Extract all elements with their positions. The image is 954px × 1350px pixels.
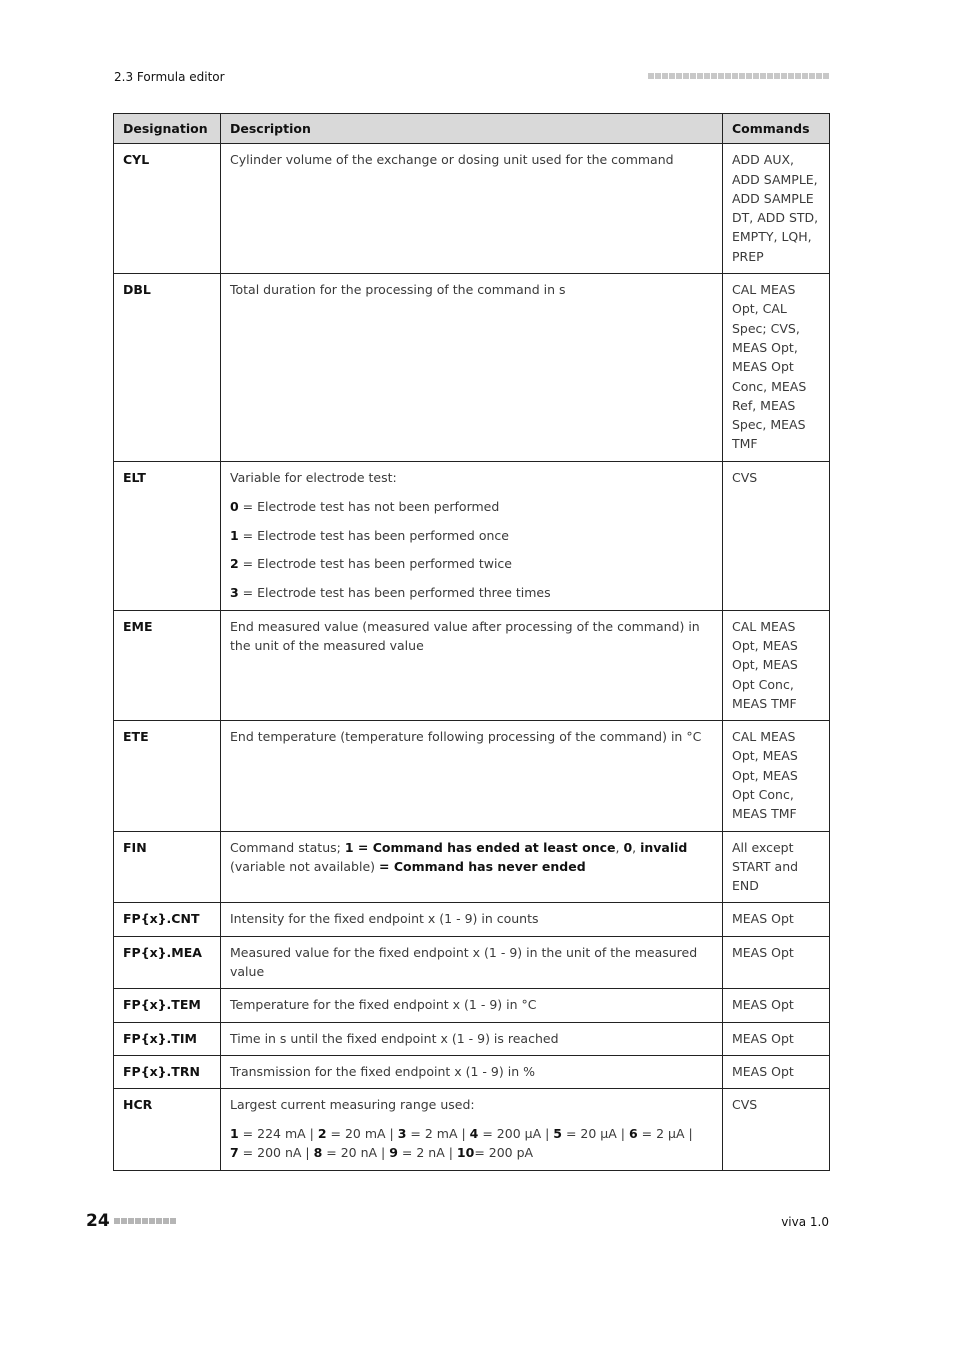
commands-cell: CAL MEAS Opt, MEAS Opt, MEAS Opt Conc, MEAS TMF [723,610,830,720]
description-cell [221,1089,723,1170]
description-cell: Command status; 1 = Command has ended at least once, 0, invalid (variable not available) = Command has never ended [221,831,723,903]
description-item: 1 = Electrode test has been performed once [230,527,509,543]
description-cell [221,461,723,610]
designation-cell: FP{x}.TIM [114,1022,221,1055]
commands-cell: CAL MEAS Opt, CAL Spec; CVS, MEAS Opt, MEAS Opt Conc, MEAS Ref, MEAS Spec, MEAS TMF [723,274,830,462]
table-row [114,1089,830,1170]
description-item: 3 = Electrode test has been performed three times [230,585,551,601]
header-dot-strip [648,73,829,79]
designation-cell: CYL [114,144,221,274]
description-cell: Total duration for the processing of the command in s [221,274,723,462]
table-row [114,936,830,989]
designation-cell: FP{x}.TRN [114,1055,221,1088]
designation-cell: EME [114,610,221,720]
commands-cell: All except START and END [723,831,830,903]
table-row [114,274,830,462]
designation-cell: FP{x}.CNT [114,903,221,936]
commands-cell: CAL MEAS Opt, MEAS Opt, MEAS Opt Conc, MEAS TMF [723,721,830,831]
designation-cell: ETE [114,721,221,831]
commands-cell: MEAS Opt [723,903,830,936]
description-cell: Cylinder volume of the exchange or dosing unit used for the command [221,144,723,274]
table-row [114,1055,830,1088]
footer-dot-strip [114,1218,176,1224]
commands-cell: MEAS Opt [723,1055,830,1088]
range-list: 1 = 224 mA | 2 = 20 mA | 3 = 2 mA | 4 = 200 µA | 5 = 20 µA | 6 = 2 µA | 7 = 200 nA | 8 = 20 nA | 9 = 2 nA | 10= 200 pA [230,1126,693,1161]
designation-cell: HCR [114,1089,221,1170]
description-cell: Time in s until the fixed endpoint x (1 - 9) is reached [221,1022,723,1055]
description-item: 2 = Electrode test has been performed twice [230,556,512,572]
description-cell: Temperature for the fixed endpoint x (1 - 9) in °C [221,989,723,1022]
table-row [114,461,830,610]
designation-cell: FP{x}.MEA [114,936,221,989]
description-cell: Intensity for the fixed endpoint x (1 - 9) in counts [221,903,723,936]
commands-cell: CVS [723,1089,830,1170]
page-number: 24 [86,1211,110,1231]
column-header-description: Description [221,114,723,144]
table-row [114,610,830,720]
description-item: 0 = Electrode test has not been performed [230,498,500,514]
column-header-designation: Designation [114,114,221,144]
description-intro: Variable for electrode test: [230,469,397,485]
section-title: 2.3 Formula editor [114,70,225,84]
column-header-commands: Commands [723,114,830,144]
document-name: viva 1.0 [781,1215,829,1229]
table-header-row [114,114,830,144]
designation-cell: DBL [114,274,221,462]
table-row [114,831,830,903]
commands-cell: MEAS Opt [723,1022,830,1055]
commands-cell: CVS [723,461,830,610]
commands-cell: ADD AUX, ADD SAMPLE, ADD SAMPLE DT, ADD STD, EMPTY, LQH, PREP [723,144,830,274]
table-row [114,144,830,274]
description-intro: Largest current measuring range used: [230,1097,475,1113]
commands-cell: MEAS Opt [723,936,830,989]
table-row [114,1022,830,1055]
table-row [114,989,830,1022]
table-row [114,721,830,831]
commands-cell: MEAS Opt [723,989,830,1022]
table-row [114,903,830,936]
description-cell: End temperature (temperature following processing of the command) in °C [221,721,723,831]
description-cell: Measured value for the fixed endpoint x (1 - 9) in the unit of the measured value [221,936,723,989]
variables-table [113,113,830,1171]
designation-cell: FP{x}.TEM [114,989,221,1022]
designation-cell: ELT [114,461,221,610]
description-cell: End measured value (measured value after processing of the command) in the unit of the measured value [221,610,723,720]
description-cell: Transmission for the fixed endpoint x (1 - 9) in % [221,1055,723,1088]
designation-cell: FIN [114,831,221,903]
